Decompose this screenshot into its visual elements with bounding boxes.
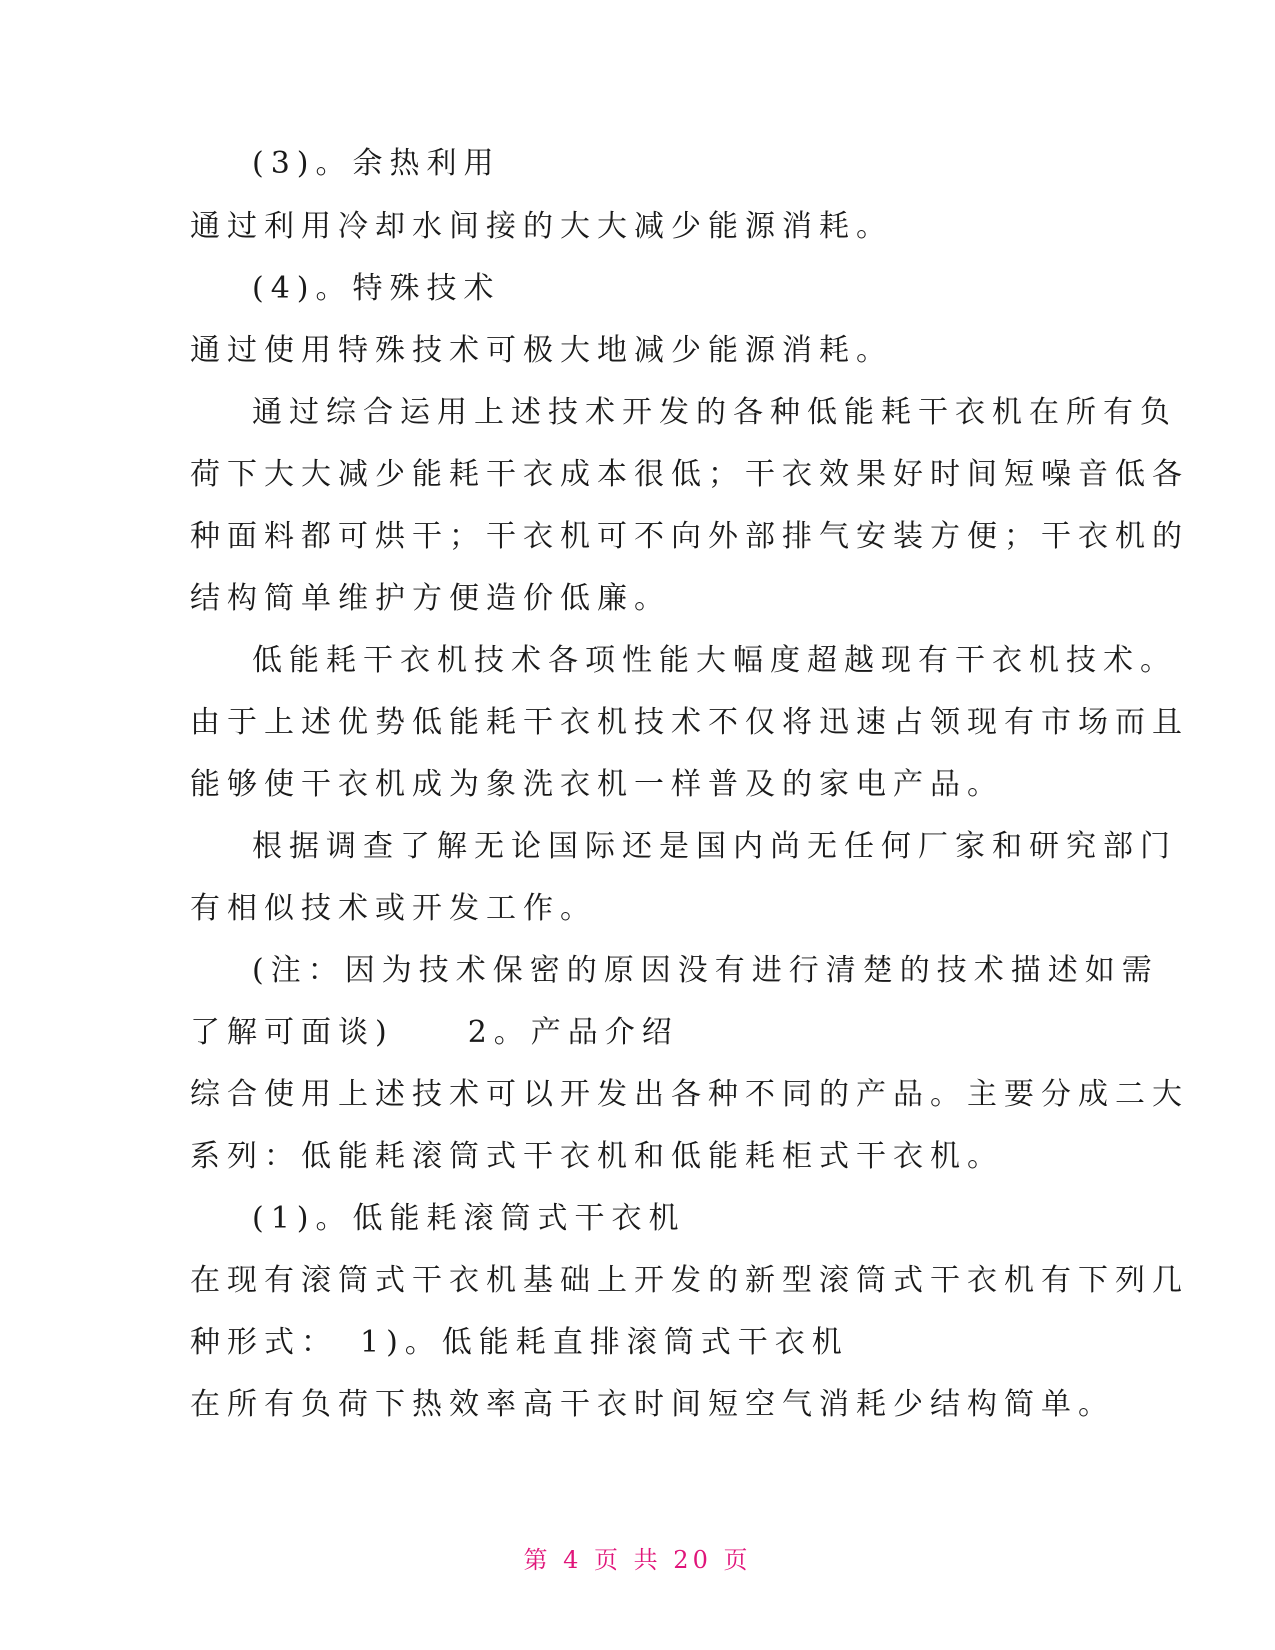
paragraph-line: 在现有滚筒式干衣机基础上开发的新型滚筒式干衣机有下列几 — [190, 1263, 1189, 1298]
paragraph-line: 低能耗干衣机技术各项性能大幅度超越现有干衣机技术。 — [252, 643, 1177, 678]
paragraph-line: 通过利用冷却水间接的大大减少能源消耗。 — [190, 209, 893, 244]
paragraph-line: 通过综合运用上述技术开发的各种低能耗干衣机在所有负 — [252, 395, 1177, 430]
paragraph-line: 综合使用上述技术可以开发出各种不同的产品。主要分成二大 — [190, 1077, 1189, 1112]
paragraph-line: 有相似技术或开发工作。 — [190, 891, 597, 926]
paragraph-line: (注：因为技术保密的原因没有进行清楚的技术描述如需 — [252, 953, 1159, 988]
paragraph-line: 在所有负荷下热效率高干衣时间短空气消耗少结构简单。 — [190, 1387, 1115, 1422]
paragraph-line: 种形式： 1)。低能耗直排滚筒式干衣机 — [190, 1325, 849, 1360]
paragraph-line: 荷下大大减少能耗干衣成本很低；干衣效果好时间短噪音低各 — [190, 457, 1189, 492]
paragraph-line: 系列：低能耗滚筒式干衣机和低能耗柜式干衣机。 — [190, 1139, 1004, 1174]
section-heading-waste-heat: (3)。余热利用 — [252, 146, 501, 181]
paragraph-line: 通过使用特殊技术可极大地减少能源消耗。 — [190, 333, 893, 368]
paragraph-line: 能够使干衣机成为象洗衣机一样普及的家电产品。 — [190, 767, 1004, 802]
page-number-footer: 第 4 页 共 20 页 — [523, 1546, 752, 1574]
section-heading-special-tech: (4)。特殊技术 — [252, 271, 501, 306]
paragraph-line: 根据调查了解无论国际还是国内尚无任何厂家和研究部门 — [252, 829, 1177, 864]
section-heading-drum-dryer: (1)。低能耗滚筒式干衣机 — [252, 1201, 686, 1236]
paragraph-line: 了解可面谈) 2。产品介绍 — [190, 1015, 679, 1050]
paragraph-line: 种面料都可烘干；干衣机可不向外部排气安装方便；干衣机的 — [190, 519, 1189, 554]
paragraph-line: 由于上述优势低能耗干衣机技术不仅将迅速占领现有市场而且 — [190, 705, 1189, 740]
paragraph-line: 结构简单维护方便造价低廉。 — [190, 581, 671, 616]
